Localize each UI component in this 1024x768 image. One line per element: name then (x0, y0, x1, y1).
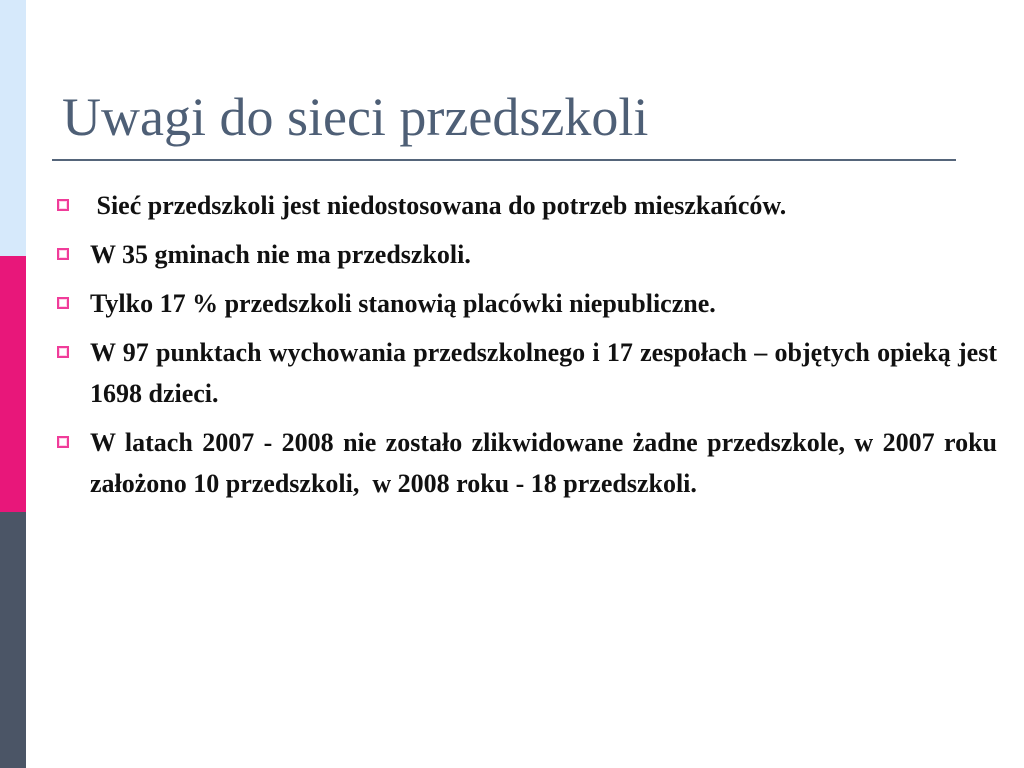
bullet-text: Tylko 17 % przedszkoli stanowią placówki niepubliczne. (90, 289, 716, 318)
bullet-text: W 35 gminach nie ma przedszkoli. (90, 240, 471, 269)
bullet-item (52, 185, 997, 226)
bullet-item (52, 422, 1010, 504)
sidebar-stripe-pink (0, 256, 26, 512)
bullet-text: W 97 punktach wychowania przedszkolnego i 17 zespołach – objętych opieką jest 1698 dzieci. (90, 338, 997, 408)
bullet-item (52, 283, 997, 324)
hollow-square-bullet-icon (57, 346, 69, 358)
sidebar-stripe-light (0, 0, 26, 256)
hollow-square-bullet-icon (57, 436, 69, 448)
bullet-item (52, 332, 997, 414)
hollow-square-bullet-icon (57, 248, 69, 260)
title-divider (52, 159, 956, 161)
bullet-item (52, 234, 997, 275)
bullet-text: Sieć przedszkoli jest niedostosowana do potrzeb mieszkańców. (90, 191, 787, 220)
slide-title: Uwagi do sieci przedszkoli (62, 87, 649, 147)
sidebar-stripe-slate (0, 512, 26, 768)
hollow-square-bullet-icon (57, 199, 69, 211)
hollow-square-bullet-icon (57, 297, 69, 309)
bullet-list (52, 185, 1010, 512)
bullet-text: W latach 2007 - 2008 nie zostało zlikwidowane żadne przedszkole, w 2007 roku założono 10 przedszkoli, w 2008 roku - 18 przedszkoli. (90, 428, 1010, 498)
